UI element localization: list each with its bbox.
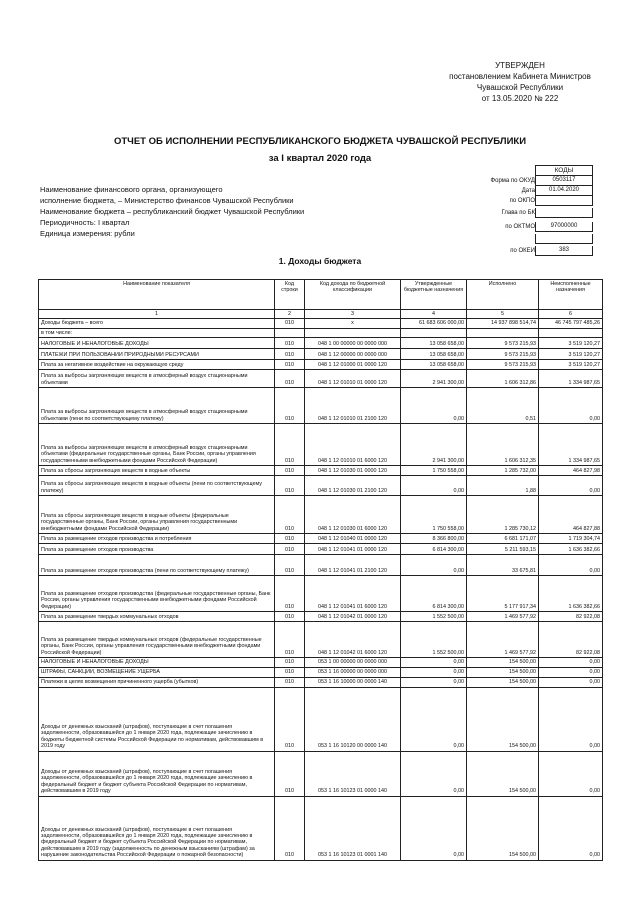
- table-row: [39, 319, 603, 328]
- cell-income-code: 048 1 12 01041 01 2100 120: [305, 555, 401, 576]
- cell-approved: 2 941 300,00: [401, 370, 467, 388]
- header-unexecuted: Неисполненные назначения: [539, 280, 603, 310]
- table-row: [39, 751, 603, 796]
- cell-line-code: 010: [275, 496, 305, 534]
- cell-line-code: [275, 328, 305, 337]
- cell-name: Платежи в целях возмещения причиненного ущерба (убытков): [39, 677, 275, 687]
- table-row: [39, 360, 603, 370]
- cell-approved: 1 750 558,00: [401, 496, 467, 534]
- approval-line-1: УТВЕРЖДЕН: [495, 61, 545, 70]
- cell-executed: 6 681 171,07: [467, 534, 539, 544]
- cell-approved: 61 683 606 000,00: [401, 319, 467, 328]
- cell-income-code: 048 1 12 01000 01 0000 120: [305, 360, 401, 370]
- code-label: Форма по ОКУД: [490, 178, 535, 184]
- cell-approved: 6 814 300,00: [401, 544, 467, 555]
- cell-income-code: 053 1 16 10120 00 0000 140: [305, 687, 401, 751]
- cell-line-code: 010: [275, 658, 305, 667]
- codes-header: КОДЫ: [535, 165, 593, 176]
- cell-line-code: 010: [275, 370, 305, 388]
- cell-executed: 154 500,00: [467, 751, 539, 796]
- cell-executed: 1 469 577,92: [467, 622, 539, 658]
- cell-name: Доходы от денежных взысканий (штрафов), поступающие в счет погашения задолженности, образовавшейся до 1 января 2020 года, подлежащие зачислению в бюджеты бюджетной системы Российской Федерации по нормативам, действовавшим в 2019 году: [39, 687, 275, 751]
- cell-line-code: 010: [275, 360, 305, 370]
- cell-income-code: 048 1 12 01010 01 0000 120: [305, 370, 401, 388]
- cell-name: Плата за сбросы загрязняющих веществ в водные объекты (федеральные государственные органы, Банк России, органы управления государственными внебюджетными фондами Российской Федерации): [39, 496, 275, 534]
- cell-income-code: 048 1 12 00000 00 0000 000: [305, 349, 401, 360]
- table-row: [39, 544, 603, 555]
- cell-name: ПЛАТЕЖИ ПРИ ПОЛЬЗОВАНИИ ПРИРОДНЫМИ РЕСУРСАМИ: [39, 349, 275, 360]
- cell-income-code: 053 1 00 00000 00 0000 000: [305, 658, 401, 667]
- cell-approved: 1 750 558,00: [401, 466, 467, 476]
- cell-line-code: 010: [275, 338, 305, 349]
- table-row: [39, 496, 603, 534]
- section-title: 1. Доходы бюджета: [278, 256, 362, 266]
- code-value: [535, 234, 593, 244]
- code-label: Дата: [521, 188, 535, 194]
- income-table: [38, 279, 603, 861]
- cell-unexecuted: 46 745 797 485,26: [539, 319, 603, 328]
- report-period: за I квартал 2020 года: [268, 153, 372, 164]
- table-row: [39, 555, 603, 576]
- table-row: [39, 466, 603, 476]
- table-row: [39, 534, 603, 544]
- table-row: [39, 658, 603, 667]
- cell-executed: 33 675,81: [467, 555, 539, 576]
- table-row: [39, 388, 603, 424]
- cell-income-code: 048 1 12 01030 01 0000 120: [305, 466, 401, 476]
- cell-executed: 5 211 593,15: [467, 544, 539, 555]
- cell-unexecuted: 0,00: [539, 388, 603, 424]
- approval-line-3: Чувашской Республики: [476, 83, 564, 92]
- cell-line-code: 010: [275, 612, 305, 622]
- code-row-blank: [470, 234, 593, 244]
- cell-line-code: 010: [275, 555, 305, 576]
- cell-name: НАЛОГОВЫЕ И НЕНАЛОГОВЫЕ ДОХОДЫ: [39, 338, 275, 349]
- cell-line-code: 010: [275, 534, 305, 544]
- table-row: [39, 612, 603, 622]
- cell-approved: 0,00: [401, 796, 467, 860]
- code-value: [535, 196, 593, 206]
- cell-unexecuted: 0,00: [539, 687, 603, 751]
- code-row-bk: [470, 208, 593, 218]
- cell-executed: 9 573 215,93: [467, 349, 539, 360]
- header-approved: Утвержденные бюджетные назначения: [401, 280, 467, 310]
- code-label: Глава по БК: [501, 210, 535, 216]
- table-row: [39, 576, 603, 612]
- cell-income-code: 053 1 16 10000 00 0000 140: [305, 677, 401, 687]
- cell-income-code: 048 1 12 01010 01 6000 120: [305, 424, 401, 466]
- table-row: [39, 349, 603, 360]
- cell-executed: 9 573 215,93: [467, 338, 539, 349]
- cell-approved: 2 941 300,00: [401, 424, 467, 466]
- code-row-okei: [470, 246, 593, 256]
- info-line-4: Периодичность: I квартал: [40, 218, 130, 227]
- table-row: [39, 796, 603, 860]
- cell-name: Плата за размещение отходов производства (пени по соответствующему платежу): [39, 555, 275, 576]
- cell-approved: 13 058 658,00: [401, 349, 467, 360]
- code-row-okpo: [470, 196, 593, 206]
- cell-approved: 0,00: [401, 555, 467, 576]
- code-value: 383: [535, 246, 593, 256]
- code-value: 01.04.2020: [535, 186, 593, 196]
- cell-income-code: x: [305, 319, 401, 328]
- cell-executed: 1 285 730,12: [467, 496, 539, 534]
- cell-executed: 154 500,00: [467, 677, 539, 687]
- cell-income-code: 048 1 12 01042 01 6000 120: [305, 622, 401, 658]
- info-line-2: исполнение бюджета, – Министерство финансов Чувашской Республики: [40, 196, 294, 205]
- cell-name: Плата за выбросы загрязняющих веществ в атмосферный воздух стационарными объектами (федеральные государственные органы, Банк России, органы управления государственными внебюджетными фондами Российской Федерации): [39, 424, 275, 466]
- cell-unexecuted: 1 636 382,66: [539, 576, 603, 612]
- cell-name: Доходы бюджета – всего: [39, 319, 275, 328]
- cell-executed: 1 469 577,92: [467, 612, 539, 622]
- cell-name: Плата за размещение отходов производства: [39, 544, 275, 555]
- cell-approved: [401, 328, 467, 337]
- cell-executed: 0,51: [467, 388, 539, 424]
- table-header-row: [39, 280, 603, 310]
- cell-line-code: 010: [275, 466, 305, 476]
- cell-name: Плата за выбросы загрязняющих веществ в атмосферный воздух стационарными объектами: [39, 370, 275, 388]
- cell-executed: 1 606 312,35: [467, 424, 539, 466]
- cell-income-code: 048 1 12 01041 01 0000 120: [305, 544, 401, 555]
- table-row: [39, 338, 603, 349]
- cell-name: в том числе:: [39, 328, 275, 337]
- cell-executed: 14 937 898 514,74: [467, 319, 539, 328]
- table-row: [39, 687, 603, 751]
- cell-approved: 8 366 800,00: [401, 534, 467, 544]
- cell-income-code: 053 1 16 10123 01 0000 140: [305, 751, 401, 796]
- cell-approved: 6 814 300,00: [401, 576, 467, 612]
- code-row-okud: [470, 176, 593, 186]
- table-row: [39, 622, 603, 658]
- cell-executed: 1 606 312,86: [467, 370, 539, 388]
- cell-income-code: 048 1 12 01041 01 6000 120: [305, 576, 401, 612]
- header-income-code: Код дохода по бюджетной классификации: [305, 280, 401, 310]
- code-value: 0503117: [535, 176, 593, 186]
- cell-unexecuted: 0,00: [539, 677, 603, 687]
- code-row-date: [470, 186, 593, 196]
- cell-approved: 0,00: [401, 677, 467, 687]
- cell-executed: 1 285 732,00: [467, 466, 539, 476]
- table-row: [39, 677, 603, 687]
- cell-approved: 0,00: [401, 751, 467, 796]
- cell-line-code: 010: [275, 687, 305, 751]
- cell-name: Плата за сбросы загрязняющих веществ в водные объекты (пени по соответствующему платежу): [39, 476, 275, 496]
- col-number: 3: [305, 310, 401, 319]
- cell-executed: 154 500,00: [467, 658, 539, 667]
- cell-name: Доходы от денежных взысканий (штрафов), поступающие в счет погашения задолженности, образовавшейся до 1 января 2020 года, подлежащие зачислению в федеральный бюджет и бюджет субъекта Российской Федерации по нормативам, действовавшим в 2019 году (задолженность по денежным взысканиям (штрафам) за нарушение законодательства Российской Федерации о пожарной безопасности): [39, 796, 275, 860]
- cell-approved: 13 058 658,00: [401, 360, 467, 370]
- cell-income-code: 053 1 16 10123 01 0001 140: [305, 796, 401, 860]
- approval-line-4: от 13.05.2020 № 222: [481, 94, 559, 103]
- cell-unexecuted: 0,00: [539, 658, 603, 667]
- table-row: [39, 370, 603, 388]
- col-number: 4: [401, 310, 467, 319]
- code-label: по ОКТМО: [505, 224, 535, 230]
- cell-unexecuted: 3 519 120,27: [539, 338, 603, 349]
- code-row-oktmo: [470, 222, 593, 232]
- header-line-code: Код строки: [275, 280, 305, 310]
- cell-executed: 9 573 215,93: [467, 360, 539, 370]
- cell-line-code: 010: [275, 476, 305, 496]
- approval-stamp: [420, 60, 620, 104]
- code-value: [535, 208, 593, 218]
- cell-line-code: 010: [275, 544, 305, 555]
- cell-name: Плата за негативное воздействие на окружающую среду: [39, 360, 275, 370]
- cell-line-code: 010: [275, 751, 305, 796]
- info-line-1: Наименование финансового органа, организующего: [40, 185, 223, 194]
- info-line-5: Единица измерения: рубли: [40, 229, 135, 238]
- header-name: Наименование показателя: [39, 280, 275, 310]
- cell-name: Плата за размещение твердых коммунальных отходов: [39, 612, 275, 622]
- cell-executed: 154 500,00: [467, 687, 539, 751]
- cell-unexecuted: 0,00: [539, 667, 603, 677]
- cell-approved: 13 058 658,00: [401, 338, 467, 349]
- cell-line-code: 010: [275, 424, 305, 466]
- cell-unexecuted: 82 922,08: [539, 612, 603, 622]
- cell-unexecuted: 464 827,88: [539, 496, 603, 534]
- cell-unexecuted: 0,00: [539, 796, 603, 860]
- report-title: ОТЧЕТ ОБ ИСПОЛНЕНИИ РЕСПУБЛИКАНСКОГО БЮДЖЕТА ЧУВАШСКОЙ РЕСПУБЛИКИ: [113, 136, 527, 147]
- cell-line-code: 010: [275, 576, 305, 612]
- col-number: 6: [539, 310, 603, 319]
- cell-unexecuted: 3 519 120,27: [539, 360, 603, 370]
- cell-income-code: [305, 328, 401, 337]
- cell-income-code: 048 1 12 01042 01 0000 120: [305, 612, 401, 622]
- cell-unexecuted: 1 636 382,66: [539, 544, 603, 555]
- code-label: по ОКПО: [509, 198, 535, 204]
- cell-executed: [467, 328, 539, 337]
- cell-income-code: 048 1 12 01010 01 2100 120: [305, 388, 401, 424]
- cell-executed: 154 500,00: [467, 667, 539, 677]
- column-number-row: [39, 310, 603, 319]
- cell-unexecuted: 1 334 987,65: [539, 370, 603, 388]
- cell-line-code: 010: [275, 349, 305, 360]
- cell-approved: 0,00: [401, 687, 467, 751]
- cell-executed: 5 177 917,34: [467, 576, 539, 612]
- code-value: 97000000: [535, 222, 593, 232]
- cell-name: НАЛОГОВЫЕ И НЕНАЛОГОВЫЕ ДОХОДЫ: [39, 658, 275, 667]
- cell-unexecuted: [539, 328, 603, 337]
- info-line-3: Наименование бюджета – республиканский бюджет Чувашской Республики: [40, 207, 305, 216]
- cell-income-code: 053 1 16 00000 00 0000 000: [305, 667, 401, 677]
- cell-approved: 0,00: [401, 476, 467, 496]
- cell-unexecuted: 1 719 304,74: [539, 534, 603, 544]
- cell-unexecuted: 464 827,98: [539, 466, 603, 476]
- table-row: [39, 424, 603, 466]
- cell-approved: 1 552 500,00: [401, 622, 467, 658]
- cell-name: Плата за размещение твердых коммунальных отходов (федеральные государственные органы, Банк России, органы управления государственными внебюджетными фондами Российской Федерации): [39, 622, 275, 658]
- cell-name: ШТРАФЫ, САНКЦИИ, ВОЗМЕЩЕНИЕ УЩЕРБА: [39, 667, 275, 677]
- cell-unexecuted: 0,00: [539, 476, 603, 496]
- table-row: [39, 476, 603, 496]
- cell-approved: 0,00: [401, 667, 467, 677]
- cell-approved: 1 552 500,00: [401, 612, 467, 622]
- report-info: [40, 184, 304, 239]
- cell-name: Плата за размещение отходов производства (федеральные государственные органы, Банк России, органы управления государственными внебюджетными фондами Российской Федерации): [39, 576, 275, 612]
- cell-line-code: 010: [275, 796, 305, 860]
- cell-income-code: 048 1 12 01040 01 0000 120: [305, 534, 401, 544]
- cell-line-code: 010: [275, 667, 305, 677]
- cell-income-code: 048 1 00 00000 00 0000 000: [305, 338, 401, 349]
- cell-line-code: 010: [275, 622, 305, 658]
- cell-name: Плата за размещение отходов производства и потребления: [39, 534, 275, 544]
- cell-approved: 0,00: [401, 658, 467, 667]
- cell-name: Доходы от денежных взысканий (штрафов), поступающие в счет погашения задолженности, образовавшейся до 1 января 2020 года, подлежащие зачислению в федеральный бюджет и бюджет субъекта Российской Федерации по нормативам, действовавшим в 2019 году: [39, 751, 275, 796]
- header-executed: Исполнено: [467, 280, 539, 310]
- col-number: 1: [39, 310, 275, 319]
- cell-line-code: 010: [275, 319, 305, 328]
- cell-line-code: 010: [275, 677, 305, 687]
- cell-executed: 154 500,00: [467, 796, 539, 860]
- cell-line-code: 010: [275, 388, 305, 424]
- cell-unexecuted: 1 334 987,65: [539, 424, 603, 466]
- cell-unexecuted: 82 922,08: [539, 622, 603, 658]
- cell-income-code: 048 1 12 01030 01 2100 120: [305, 476, 401, 496]
- table-row: [39, 667, 603, 677]
- col-number: 5: [467, 310, 539, 319]
- cell-name: Плата за выбросы загрязняющих веществ в атмосферный воздух стационарными объектами (пени по соответствующему платежу): [39, 388, 275, 424]
- cell-name: Плата за сбросы загрязняющих веществ в водные объекты: [39, 466, 275, 476]
- col-number: 2: [275, 310, 305, 319]
- cell-executed: 1,88: [467, 476, 539, 496]
- approval-line-2: постановлением Кабинета Министров: [449, 72, 591, 81]
- cell-income-code: 048 1 12 01030 01 6000 120: [305, 496, 401, 534]
- table-row: [39, 328, 603, 337]
- cell-unexecuted: 0,00: [539, 751, 603, 796]
- cell-unexecuted: 0,00: [539, 555, 603, 576]
- code-label: по ОКЕИ: [510, 248, 535, 254]
- cell-approved: 0,00: [401, 388, 467, 424]
- cell-unexecuted: 3 519 120,27: [539, 349, 603, 360]
